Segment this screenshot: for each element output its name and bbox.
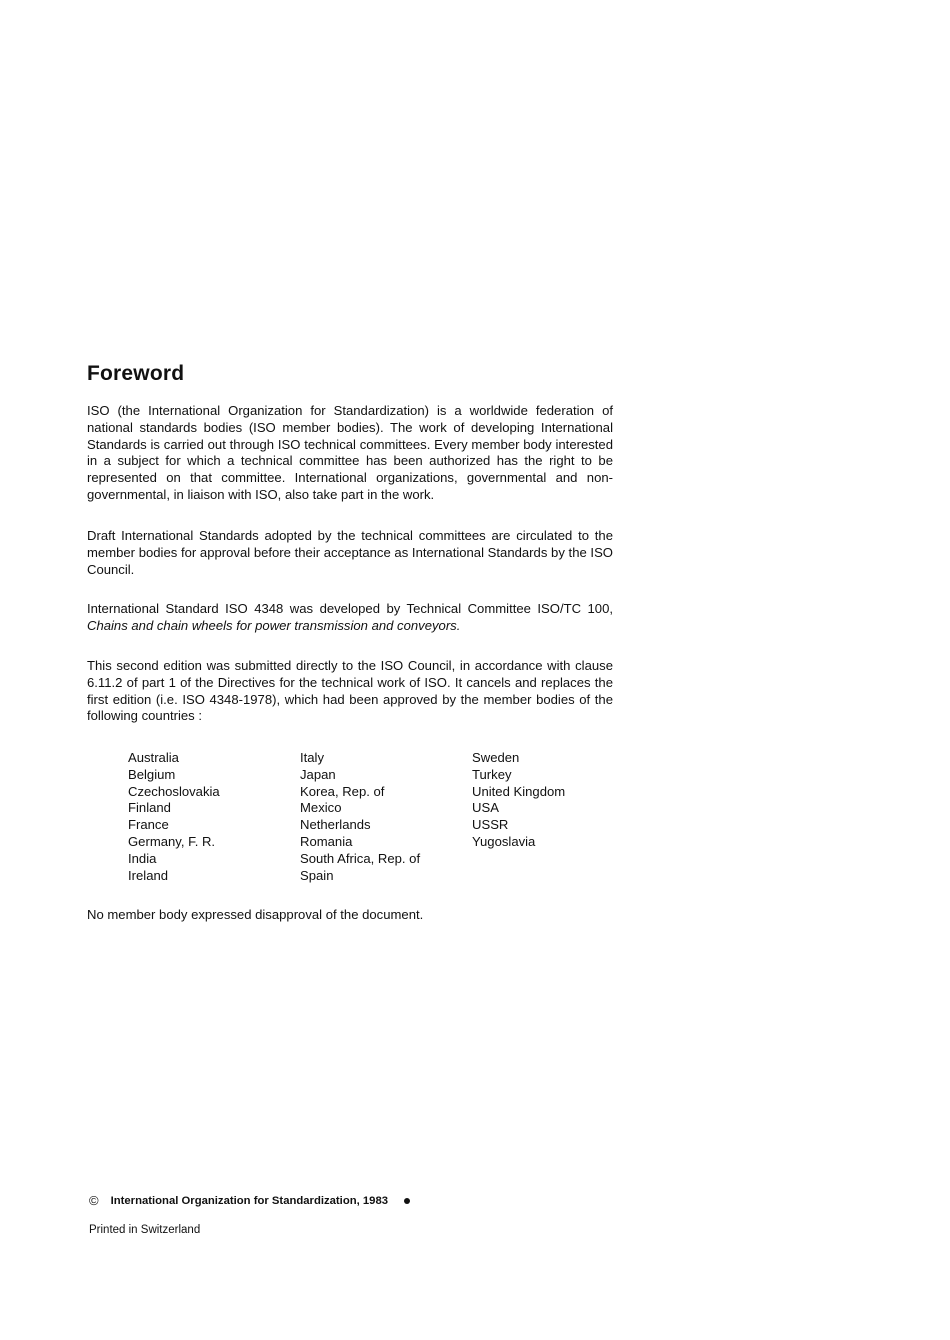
country-item: Czechoslovakia (128, 783, 220, 799)
copyright-line (89, 1193, 410, 1208)
country-item: USSR (472, 817, 509, 833)
copyright-icon: © (89, 1193, 99, 1208)
country-item: Sweden (472, 750, 520, 765)
country-item: India (128, 850, 157, 866)
country-item: France (128, 817, 169, 833)
country-item: Yugoslavia (472, 833, 536, 849)
paragraph-tc-development (87, 601, 613, 635)
paragraph-tc-committee-title: Chains and chain wheels for power transmission and conveyors. (87, 617, 461, 633)
country-item: Mexico (300, 800, 342, 816)
page-title: Foreword (87, 362, 185, 385)
bullet-icon (404, 1198, 410, 1204)
country-item: USA (472, 800, 499, 816)
country-item: Italy (300, 750, 325, 765)
paragraph-no-disapproval: No member body expressed disapproval of the document. (87, 907, 424, 922)
country-item: United Kingdom (472, 783, 566, 799)
paragraph-second-edition: This second edition was submitted directly to the ISO Council, in accordance with clause 6.11.2 of part 1 of the Directives for the technical work of ISO. It cancels and replaces the first edition (i.e. ISO 4348-1978), which had been approved by the member bodies of the following countries : (87, 658, 613, 724)
country-item: Japan (300, 766, 336, 782)
country-list-column-3 (472, 750, 565, 851)
country-item: South Africa, Rep. of (300, 850, 421, 866)
country-item: Romania (300, 833, 353, 849)
country-item: Finland (128, 800, 171, 816)
country-list-column-2 (300, 750, 420, 884)
country-item: Australia (128, 750, 179, 765)
country-item: Germany, F. R. (128, 833, 216, 849)
country-item: Turkey (472, 766, 512, 782)
country-item: Netherlands (300, 817, 371, 833)
paragraph-iso-intro: ISO (the International Organization for Standardization) is a worldwide federation of national standards bodies (ISO member bodies). The work of developing International Standards is carried out through ISO technical committees. Every member body interested in a subject for which a technical committee has been authorized has the right to be represented on that committee. International organizations, governmental and non-governmental, in liaison with ISO, also take part in the work. (87, 403, 613, 502)
country-item: Korea, Rep. of (300, 783, 385, 799)
printed-location: Printed in Switzerland (89, 1224, 201, 1236)
paragraph-tc-lead: International Standard ISO 4348 was developed by Technical Committee ISO/TC 100, (87, 601, 613, 616)
country-item: Ireland (128, 867, 169, 883)
copyright-text: International Organization for Standardization, 1983 (110, 1194, 389, 1207)
country-list-column-1 (128, 750, 220, 884)
country-item: Belgium (128, 766, 176, 782)
country-item: Spain (300, 867, 334, 883)
paragraph-draft-standards: Draft International Standards adopted by the technical committees are circulated to the member bodies for approval before their acceptance as International Standards by the ISO Council. (87, 528, 613, 577)
